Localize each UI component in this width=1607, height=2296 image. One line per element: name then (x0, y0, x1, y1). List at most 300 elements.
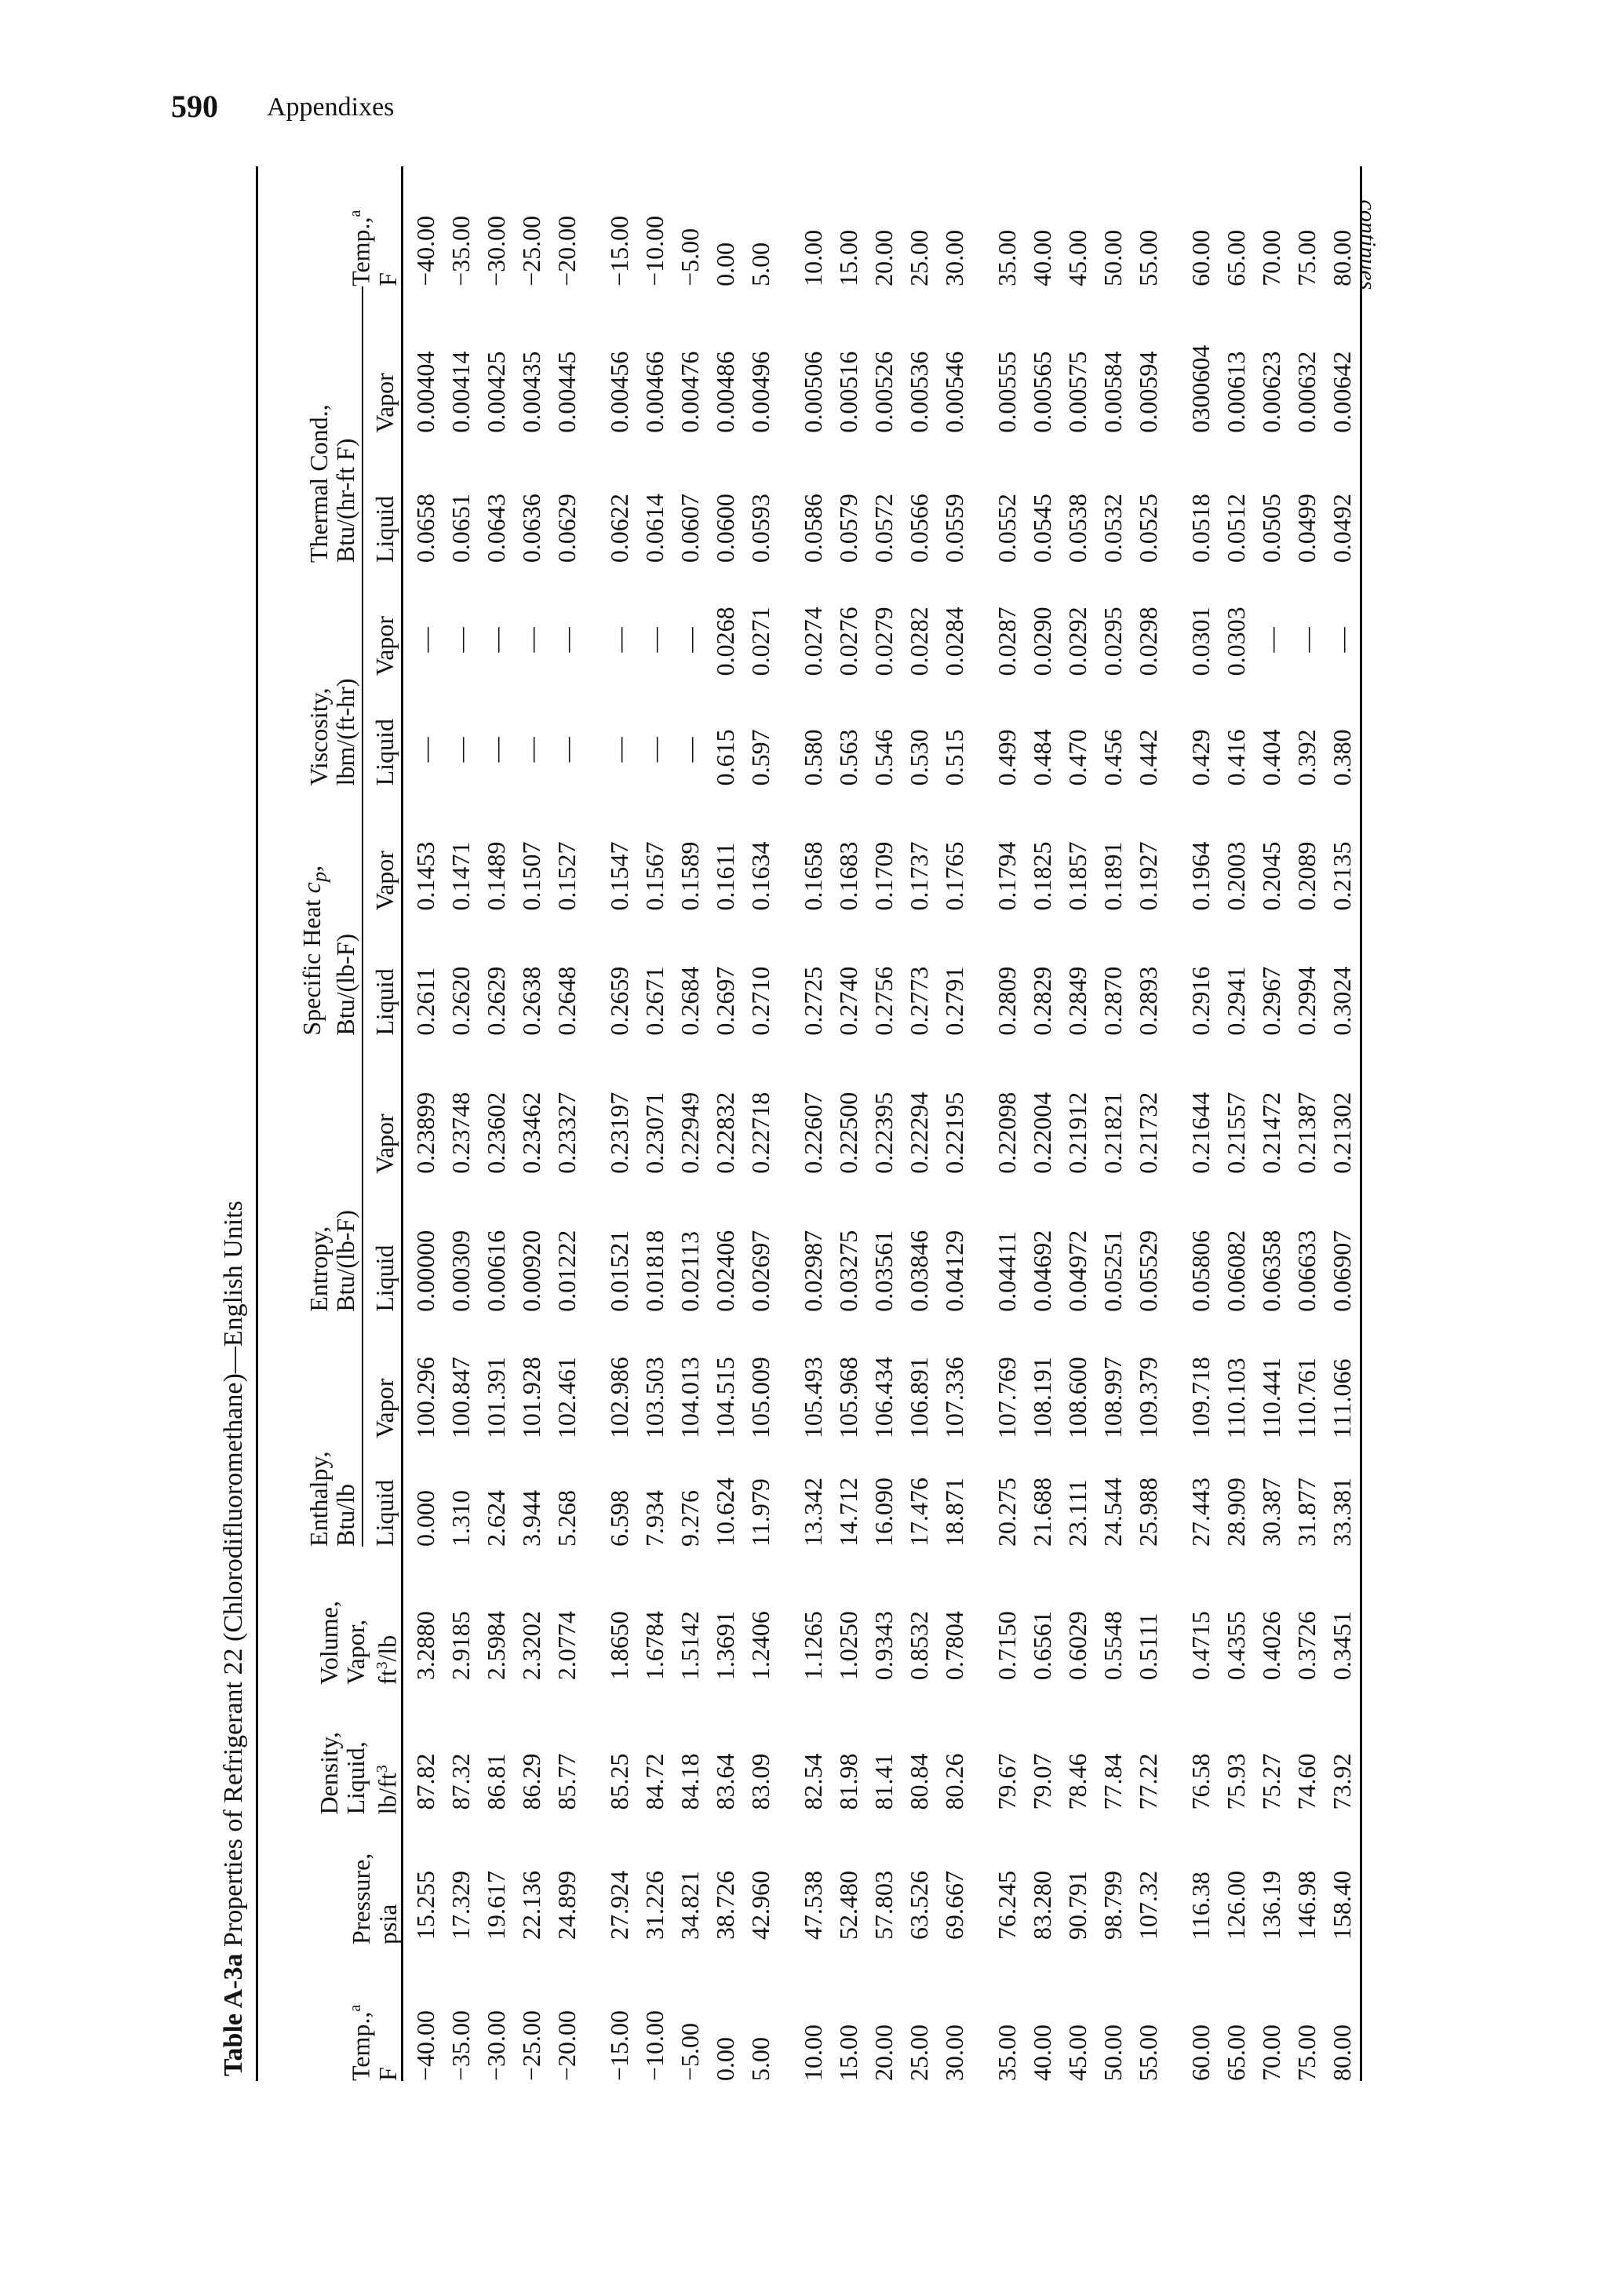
table-cell: 0.02697 (746, 1230, 774, 1312)
group-spacer (1166, 166, 1183, 2081)
table-cell: 0.22294 (905, 1092, 933, 1174)
table-cell: 0.2941 (1222, 966, 1250, 1036)
table-cell: 0.01222 (552, 1230, 581, 1312)
table-cell: 0.0505 (1257, 494, 1285, 563)
table-cell: 3.2880 (411, 1611, 439, 1681)
table-row (602, 166, 637, 2081)
table-cell: 0.00 (711, 242, 739, 286)
table-cell: 87.32 (446, 1753, 475, 1810)
table-cell: 0.0298 (1134, 607, 1162, 676)
table-cell: 0.2870 (1099, 966, 1127, 1036)
table-cell: −25.00 (517, 215, 545, 286)
table-cell: 0.00555 (993, 351, 1021, 433)
table-cell: 0.0622 (605, 494, 633, 563)
table-cell: 107.769 (993, 1357, 1021, 1439)
table-cell: 40.00 (1028, 229, 1056, 286)
table-row (866, 166, 902, 2081)
table-cell: 15.255 (411, 1871, 439, 1941)
table-cell: 105.493 (799, 1357, 827, 1439)
table-cell: 5.00 (746, 2037, 774, 2081)
header-thermal-vapor: Vapor (370, 373, 399, 433)
table-cell: 5.00 (746, 242, 774, 286)
table-cell: 0.21821 (1099, 1092, 1127, 1174)
table-cell: 0.2756 (869, 966, 898, 1036)
table-cell: 20.275 (993, 1477, 1021, 1547)
table-caption-label: Table A-3a (219, 1953, 248, 2076)
table-cell: 0.0499 (1292, 494, 1321, 563)
table-cell: 45.00 (1063, 2024, 1091, 2081)
table-cell: 0.2725 (799, 966, 827, 1036)
table-cell: 0.416 (1222, 729, 1250, 786)
table-cell: 9.276 (676, 1489, 704, 1547)
table-cell: 0.22500 (834, 1092, 862, 1174)
table-cell: 0.00575 (1063, 351, 1091, 433)
table-cell: 1.5142 (676, 1611, 704, 1681)
table-cell: 0.1683 (834, 841, 862, 911)
table-cell: 0.2710 (746, 966, 774, 1036)
table-cell: 0.0607 (676, 494, 704, 563)
group-spacer (972, 166, 989, 2081)
table-cell: 1.6784 (640, 1611, 669, 1681)
table-cell: 0.8532 (905, 1611, 933, 1681)
table-cell: 63.526 (905, 1871, 933, 1941)
table-cell: 158.40 (1328, 1871, 1356, 1941)
continues-text: continues (1354, 199, 1381, 290)
header-viscosity-vapor: Vapor (370, 615, 399, 676)
table-cell: 0.22949 (676, 1092, 704, 1174)
table-cell: — (1292, 627, 1321, 653)
table-cell: 0.03275 (834, 1230, 862, 1312)
table-cell: 0.02406 (711, 1230, 739, 1312)
table-cell: 0.1964 (1186, 841, 1215, 911)
table-cell: 0.0282 (905, 607, 933, 676)
table-cell: 0.23197 (605, 1092, 633, 1174)
header-specific-heat-liquid: Liquid (370, 968, 399, 1036)
table-cell: 1.310 (446, 1489, 475, 1547)
table-cell: 75.93 (1222, 1753, 1250, 1810)
table-cell: 0.0290 (1028, 607, 1056, 676)
table-cell: −15.00 (605, 2010, 633, 2081)
table-cell: 0.0268 (711, 607, 739, 676)
group-spacer (585, 166, 602, 2081)
header-pressure: Pressure, psia (347, 1853, 402, 1945)
table-cell: 102.986 (605, 1357, 633, 1439)
table-cell: 81.98 (834, 1753, 862, 1810)
table-cell: 80.00 (1328, 229, 1356, 286)
table-cell: 70.00 (1257, 2024, 1285, 2081)
table-cell: 108.600 (1063, 1357, 1091, 1439)
table-cell: 0.2629 (482, 966, 510, 1036)
table-cell: 1.3691 (711, 1611, 739, 1681)
header-entropy-liquid: Liquid (370, 1245, 399, 1312)
table-cell: 22.136 (517, 1871, 545, 1941)
table-cell: 0.0492 (1328, 494, 1356, 563)
rotated-table-block (217, 166, 1356, 2081)
table-cell: 0.1527 (552, 841, 581, 911)
table-cell: −20.00 (552, 215, 581, 286)
table-cell: — (1257, 627, 1285, 653)
table-cell: 0.05529 (1134, 1230, 1162, 1312)
table-cell: 84.18 (676, 1753, 704, 1810)
table-cell: 20.00 (869, 229, 898, 286)
table-cell: 0.0559 (940, 494, 968, 563)
table-row (743, 166, 778, 2081)
table-cell: 0.1709 (869, 841, 898, 911)
table-cell: 0.1489 (482, 841, 510, 911)
table-cell: 0.0552 (993, 494, 1021, 563)
table-cell: 136.19 (1257, 1871, 1285, 1941)
table-cell: 55.00 (1134, 229, 1162, 286)
table-cell: 0.2659 (605, 966, 633, 1036)
table-cell: 0.04129 (940, 1230, 968, 1312)
table-cell: 0.2791 (940, 966, 968, 1036)
table-cell: 1.0250 (834, 1611, 862, 1681)
table-cell: 0.0651 (446, 494, 475, 563)
table-cell: 104.013 (676, 1357, 704, 1439)
header-enthalpy-liquid: Liquid (370, 1479, 399, 1547)
table-cell: 0.0566 (905, 494, 933, 563)
table-cell: 103.503 (640, 1357, 669, 1439)
table-cell: 110.441 (1257, 1358, 1285, 1439)
table-cell: 21.688 (1028, 1477, 1056, 1547)
table-cell: 0.563 (834, 729, 862, 786)
table-cell: 126.00 (1222, 1871, 1250, 1941)
table-cell: 146.98 (1292, 1871, 1321, 1941)
table-cell: 0.597 (746, 729, 774, 786)
table-cell: 100.847 (446, 1357, 475, 1439)
table-cell: 18.871 (940, 1477, 968, 1547)
table-cell: 0.580 (799, 729, 827, 786)
table-cell: 0.21302 (1328, 1092, 1356, 1174)
table-cell: 0.4715 (1186, 1611, 1215, 1681)
table-cell: 0.0629 (552, 494, 581, 563)
table-cell: 86.29 (517, 1753, 545, 1810)
table-cell: 0.00594 (1134, 351, 1162, 433)
table-cell: 0.6561 (1028, 1611, 1056, 1681)
table-cell: 0.2045 (1257, 841, 1285, 911)
table-cell: 110.103 (1222, 1358, 1250, 1439)
table-cell: 0.0279 (869, 607, 898, 676)
table-cell: 1.2406 (746, 1611, 774, 1681)
table-body (403, 166, 1361, 2081)
properties-table (256, 166, 1362, 2081)
table-cell: 0.21644 (1186, 1092, 1215, 1174)
table-cell: 0.06633 (1292, 1230, 1321, 1312)
running-head: Appendixes (267, 93, 395, 122)
table-cell: 25.00 (905, 229, 933, 286)
table-cell: 90.791 (1063, 1871, 1091, 1941)
table-cell: 0.499 (993, 729, 1021, 786)
table-cell: 0.7150 (993, 1611, 1021, 1681)
table-cell: — (676, 627, 704, 653)
table-cell: 0.1658 (799, 841, 827, 911)
table-cell: 2.5984 (482, 1611, 510, 1681)
table-cell: 65.00 (1222, 2024, 1250, 2081)
table-cell: — (640, 627, 669, 653)
table-cell: 80.84 (905, 1753, 933, 1810)
table-cell: 27.443 (1186, 1477, 1215, 1547)
table-cell: 0.21472 (1257, 1092, 1285, 1174)
table-cell: 0.1547 (605, 841, 633, 911)
table-cell: −5.00 (676, 2022, 704, 2081)
table-cell: 105.968 (834, 1357, 862, 1439)
table-cell: 0.1737 (905, 841, 933, 911)
table-cell: 19.617 (482, 1871, 510, 1941)
table-cell: 0.1857 (1063, 841, 1091, 911)
header-entropy-vapor: Vapor (370, 1113, 399, 1174)
table-cell: 25.988 (1134, 1477, 1162, 1547)
table-cell: 47.538 (799, 1871, 827, 1941)
table-cell: 0.1765 (940, 841, 968, 911)
table-cell: — (517, 627, 545, 653)
table-cell: 0.2684 (676, 966, 704, 1036)
table-cell: 83.280 (1028, 1871, 1056, 1941)
table-cell: 109.379 (1134, 1357, 1162, 1439)
table-cell: — (482, 737, 510, 763)
table-cell: 0.1589 (676, 841, 704, 911)
table-cell: 0.0579 (834, 494, 862, 563)
table-row (1254, 166, 1289, 2081)
table-cell: 0.0518 (1186, 494, 1215, 563)
table-cell: 0.404 (1257, 729, 1285, 786)
table-cell: 0.22718 (746, 1092, 774, 1174)
table-row (1289, 166, 1325, 2081)
group-spacer (778, 166, 796, 2081)
table-cell: 0.00445 (552, 351, 581, 433)
table-cell: — (446, 737, 475, 763)
table-cell: 0.1634 (746, 841, 774, 911)
table-cell: 0.22832 (711, 1092, 739, 1174)
table-cell: 0.05251 (1099, 1230, 1127, 1312)
table-cell: 14.712 (834, 1477, 862, 1547)
table-cell: 0.00546 (940, 351, 968, 433)
table-cell: 0.02113 (676, 1230, 704, 1312)
table-row (637, 166, 672, 2081)
table-cell: 0.06907 (1328, 1230, 1356, 1312)
table-cell: 0.0545 (1028, 494, 1056, 563)
table-cell: 0.22004 (1028, 1092, 1056, 1174)
table-cell: 13.342 (799, 1477, 827, 1547)
table-cell: 17.329 (446, 1871, 475, 1941)
table-cell: — (640, 737, 669, 763)
table-cell: 2.0774 (552, 1611, 581, 1681)
table-cell: 83.09 (746, 1753, 774, 1810)
table-cell: 0.00632 (1292, 351, 1321, 433)
table-cell: 0.06082 (1222, 1230, 1250, 1312)
table-cell: 0.4355 (1222, 1611, 1250, 1681)
table-cell: 0.05806 (1186, 1230, 1215, 1312)
table-cell: 0.06358 (1257, 1230, 1285, 1312)
header-specific-heat: Specific Heat $c_p$, Btu/(lb-F) (257, 785, 363, 1035)
table-cell: 30.387 (1257, 1477, 1285, 1547)
table-cell: 0.2611 (411, 967, 439, 1036)
table-cell: 0.2773 (905, 966, 933, 1036)
table-cell: 0.1825 (1028, 841, 1056, 911)
table-cell: 27.924 (605, 1871, 633, 1941)
table-row (1325, 166, 1361, 2081)
table-cell: 0.2697 (711, 966, 739, 1036)
table-cell: 0.00536 (905, 351, 933, 433)
table-cell: 0.0643 (482, 494, 510, 563)
table-cell: 0.0525 (1134, 494, 1162, 563)
table-cell: 102.461 (552, 1357, 581, 1439)
table-cell: 0.2135 (1328, 841, 1356, 911)
table-cell: — (605, 627, 633, 653)
table-row (549, 166, 585, 2081)
table-cell: −30.00 (482, 2010, 510, 2081)
table-cell: 85.77 (552, 1753, 581, 1810)
table-cell: 0.442 (1134, 729, 1162, 786)
table-cell: 0.456 (1099, 729, 1127, 786)
table-cell: 0.2829 (1028, 966, 1056, 1036)
table-cell: — (482, 627, 510, 653)
table-row (1095, 166, 1131, 2081)
table-cell: 82.54 (799, 1753, 827, 1810)
table-cell: 0.01818 (640, 1230, 669, 1312)
table-cell: −35.00 (446, 2010, 475, 2081)
table-cell: 0.22607 (799, 1092, 827, 1174)
header-enthalpy-vapor: Vapor (370, 1378, 399, 1439)
table-cell: 0.1453 (411, 841, 439, 911)
table-cell: 0.000 (411, 1489, 439, 1547)
table-cell: 75.27 (1257, 1753, 1285, 1810)
table-cell: 20.00 (869, 2024, 898, 2081)
table-cell: 0.21557 (1222, 1092, 1250, 1174)
table-cell: 0.530 (905, 729, 933, 786)
table-cell: 6.598 (605, 1489, 633, 1547)
table-cell: 98.799 (1099, 1871, 1127, 1941)
table-cell: 0.0271 (746, 607, 774, 676)
table-cell: 42.960 (746, 1871, 774, 1941)
table-cell: 100.296 (411, 1357, 439, 1439)
table-cell: 11.979 (746, 1478, 774, 1547)
table-cell: 74.60 (1292, 1753, 1321, 1810)
table-cell: 10.00 (799, 2024, 827, 2081)
header-specific-heat-vapor: Vapor (370, 851, 399, 911)
table-cell: 33.381 (1328, 1477, 1356, 1547)
table-cell: 0.0636 (517, 494, 545, 563)
table-cell: 2.624 (482, 1489, 510, 1547)
table-cell: 0.00456 (605, 351, 633, 433)
table-cell: 0.00496 (746, 351, 774, 433)
table-row (514, 166, 549, 2081)
table-cell: 28.909 (1222, 1477, 1250, 1547)
table-cell: 2.9185 (446, 1611, 475, 1681)
table-cell: — (605, 737, 633, 763)
table-cell: 0.23327 (552, 1092, 581, 1174)
table-cell: 0.01521 (605, 1230, 633, 1312)
table-cell: 0.00616 (482, 1230, 510, 1312)
table-cell: 0.23899 (411, 1092, 439, 1174)
table-cell: 30.00 (940, 2024, 968, 2081)
table-cell: 0.3451 (1328, 1611, 1356, 1681)
table-cell: 84.72 (640, 1753, 669, 1810)
table-cell: 0.2849 (1063, 966, 1091, 1036)
table-cell: 2.3202 (517, 1611, 545, 1681)
table-cell: 35.00 (993, 2024, 1021, 2081)
table-cell: 5.268 (552, 1489, 581, 1547)
table-cell: 0.00404 (411, 351, 439, 433)
table-cell: 0.2809 (993, 966, 1021, 1036)
table-cell: 0.1891 (1099, 841, 1127, 911)
table-row (1183, 166, 1219, 2081)
table-cell: 0.00435 (517, 351, 545, 433)
table-cell: 0.0303 (1222, 607, 1250, 676)
table-cell: 0.03846 (905, 1230, 933, 1312)
table-cell: 15.00 (834, 229, 862, 286)
table-cell: 16.090 (869, 1477, 898, 1547)
table-cell: 0.0284 (940, 607, 968, 676)
table-cell: 0.484 (1028, 729, 1056, 786)
table-cell: 3.944 (517, 1489, 545, 1547)
header-volume: Volume, Vapor, $ft^3/lb$ (315, 1601, 402, 1686)
table-cell: — (517, 737, 545, 763)
table-cell: — (1328, 627, 1356, 653)
table-cell: 50.00 (1099, 2024, 1127, 2081)
header-density: Density, Liquid, $lb/ft^3$ (315, 1732, 402, 1815)
table-cell: 30.00 (940, 229, 968, 286)
table-cell: 23.111 (1063, 1479, 1091, 1547)
table-cell: 0.1794 (993, 841, 1021, 911)
table-cell: 0.03561 (869, 1230, 898, 1312)
table-cell: 65.00 (1222, 229, 1250, 286)
table-cell: 76.58 (1186, 1753, 1215, 1810)
table-cell: 0.5548 (1099, 1611, 1127, 1681)
table-cell: 85.25 (605, 1753, 633, 1810)
table-cell: 0.00414 (446, 351, 475, 433)
header-viscosity: Viscosity, lbm/(ft-hr) (257, 563, 363, 785)
table-cell: 0.3726 (1292, 1611, 1321, 1681)
table-cell: 0.2967 (1257, 966, 1285, 1036)
table-row (672, 166, 708, 2081)
table-cell: 31.877 (1292, 1477, 1321, 1547)
table-row (403, 166, 444, 2081)
table-cell: 105.009 (746, 1357, 774, 1439)
table-cell: 0.0586 (799, 494, 827, 563)
table-cell: 77.22 (1134, 1753, 1162, 1810)
table-cell: 0.2916 (1186, 966, 1215, 1036)
table-cell: 60.00 (1186, 229, 1215, 286)
table-cell: −40.00 (411, 215, 439, 286)
table-row (989, 166, 1025, 2081)
table-cell: 24.544 (1099, 1477, 1127, 1547)
table-cell: 0300604 (1186, 344, 1215, 433)
table-cell: 0.00565 (1028, 351, 1056, 433)
table-cell: 0.00613 (1222, 351, 1250, 433)
table-cell: 35.00 (993, 229, 1021, 286)
table-cell: 0.9343 (869, 1611, 898, 1681)
table-cell: 0.21387 (1292, 1092, 1321, 1174)
table-cell: 101.928 (517, 1357, 545, 1439)
table-cell: 0.23602 (482, 1092, 510, 1174)
table-cell: 0.00425 (482, 351, 510, 433)
table-cell: 40.00 (1028, 2024, 1056, 2081)
table-cell: 0.00526 (869, 351, 898, 433)
table-cell: 0.00 (711, 2037, 739, 2081)
table-cell: 0.04411 (993, 1230, 1021, 1312)
table-cell: 0.04692 (1028, 1230, 1056, 1312)
table-cell: 0.2671 (640, 966, 669, 1036)
table-cell: 110.761 (1292, 1358, 1321, 1439)
table-cell: 111.066 (1328, 1358, 1356, 1439)
header-temp: Temp.,$^a$ F (347, 2004, 402, 2081)
table-cell: 38.726 (711, 1871, 739, 1941)
table-cell: — (552, 627, 581, 653)
table-cell: 0.1507 (517, 841, 545, 911)
table-cell: 0.429 (1186, 729, 1215, 786)
table-cell: 0.0600 (711, 494, 739, 563)
table-cell: 24.899 (552, 1871, 581, 1941)
